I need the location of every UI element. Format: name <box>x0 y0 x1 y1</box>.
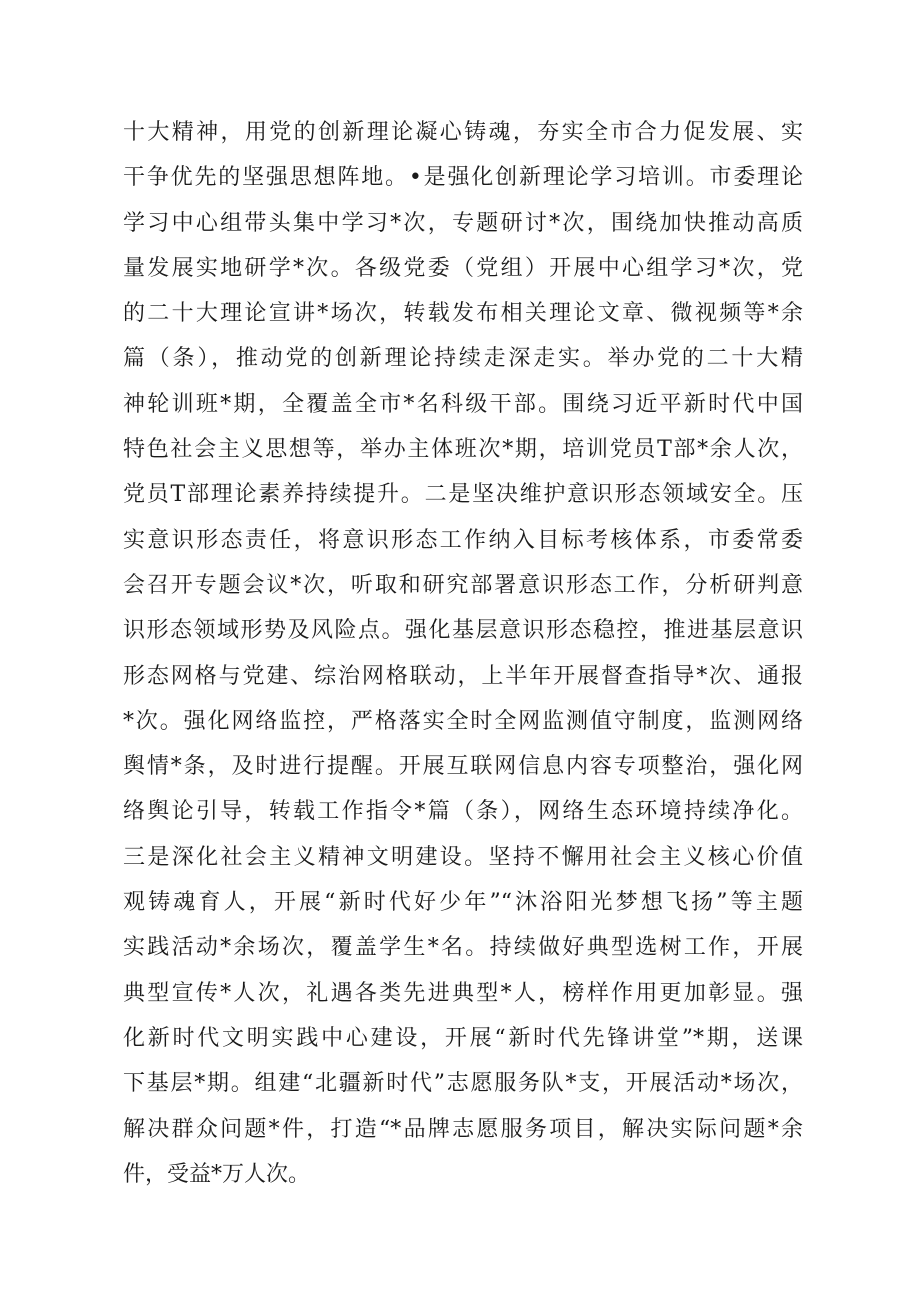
text-line-18: 观铸魂育人，开展“新时代好少年”“沐浴阳光梦想飞扬”等主题 <box>123 890 803 916</box>
text-line-7: 神轮训班*期，全覆盖全市*名科级干部。围绕习近平新时代中国 <box>123 391 803 417</box>
text-line-10: 实意识形态责任，将意识形态工作纳入目标考核体系，市委常委 <box>123 527 803 553</box>
text-line-19: 实践活动*余场次，覆盖学生*名。持续做好典型选树工作，开展 <box>123 935 803 961</box>
text-line-15: 舆情*条，及时进行提醒。开展互联网信息内容专项整治，强化网 <box>123 754 803 780</box>
text-line-20: 典型宣传*人次，礼遇各类先进典型*人，榜样作用更加彰显。强 <box>123 980 803 1006</box>
text-line-3: 学习中心组带头集中学习*次，专题研讨*次，围绕加快推动高质 <box>123 210 803 236</box>
text-line-2: 干争优先的坚强思想阵地。•是强化创新理论学习培训。市委理论 <box>123 165 803 191</box>
text-line-16: 络舆论引导，转载工作指令*篇（条），网络生态环境持续净化。 <box>123 799 803 825</box>
text-line-4: 量发展实地研学*次。各级党委（党组）开展中心组学习*次，党 <box>123 255 803 281</box>
text-line-24: 件，受益*万人次。 <box>123 1161 311 1187</box>
text-line-14: *次。强化网络监控，严格落实全时全网监测值守制度，监测网络 <box>123 708 803 734</box>
text-line-6: 篇（条），推动党的创新理论持续走深走实。举办党的二十大精 <box>123 346 803 372</box>
body-paragraph <box>123 110 803 1197</box>
text-line-13: 形态网格与党建、综治网格联动，上半年开展督查指导*次、通报 <box>123 663 803 689</box>
text-line-1: 十大精神，用党的创新理论凝心铸魂，夯实全市合力促发展、实 <box>123 120 803 145</box>
text-line-23: 解决群众问题*件，打造“*品牌志愿服务项目，解决实际问题*余 <box>123 1116 803 1142</box>
text-line-22: 下基层*期。组建“北疆新时代”志愿服务队*支，开展活动*场次， <box>123 1071 803 1097</box>
text-line-8: 特色社会主义思想等，举办主体班次*期，培训党员T部*余人次， <box>123 437 803 463</box>
text-line-17: 三是深化社会主义精神文明建设。坚持不懈用社会主义核心价值 <box>123 844 803 870</box>
text-line-12: 识形态领域形势及风险点。强化基层意识形态稳控，推进基层意识 <box>123 618 803 644</box>
text-line-5: 的二十大理论宣讲*场次，转载发布相关理论文章、微视频等*余 <box>123 301 803 327</box>
text-line-21: 化新时代文明实践中心建设，开展“新时代先锋讲堂”*期，送课 <box>123 1025 803 1051</box>
text-line-11: 会召开专题会议*次，听取和研究部署意识形态工作，分析研判意 <box>123 572 803 598</box>
text-line-9: 党员T部理论素养持续提升。二是坚决维护意识形态领域安全。压 <box>123 482 803 508</box>
